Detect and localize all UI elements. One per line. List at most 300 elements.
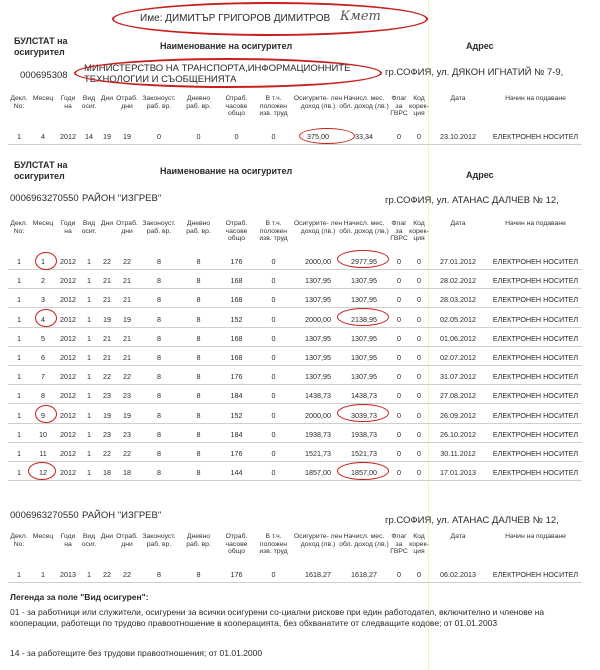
cell-decl: 1 <box>17 295 21 305</box>
column-header: Начин на подаване <box>505 533 566 540</box>
row-divider <box>8 423 582 424</box>
cell-year: 2012 <box>60 257 76 266</box>
cell-legal-hours: 8 <box>157 391 161 401</box>
cell-daily-hours: 8 <box>196 333 201 343</box>
employer-name-label: Наименование на осигурител <box>160 166 293 176</box>
cell-incl-labor: 0 <box>271 333 276 343</box>
cell-method: ЕЛЕКТРОНЕН НОСИТЕЛ <box>492 314 579 324</box>
legend-title: Легенда за поле "Вид осигурен": <box>10 592 149 602</box>
cell-month: 2 <box>41 276 45 286</box>
cell-worked-hours: 152 <box>230 410 243 420</box>
column-header: Годи на <box>60 533 76 548</box>
cell-worked-hours: 168 <box>230 295 243 305</box>
column-header: В т.ч. положен изв. труд <box>259 95 288 117</box>
cell-incl-labor: 0 <box>271 132 276 141</box>
cell-monthly-income: 1307,95 <box>351 333 377 343</box>
cell-method: ЕЛЕКТРОНЕН НОСИТЕЛ <box>492 257 579 266</box>
cell-month: 1 <box>41 257 45 266</box>
cell-decl: 1 <box>17 314 21 324</box>
cell-days: 19 <box>103 314 111 324</box>
row-divider <box>8 346 582 347</box>
row-divider <box>8 582 582 583</box>
cell-days: 21 <box>103 353 111 362</box>
column-header: Месец <box>32 220 54 227</box>
cell-method: ЕЛЕКТРОНЕН НОСИТЕЛ <box>492 353 579 362</box>
cell-legal-hours: 8 <box>157 429 161 439</box>
cell-corr-code: 0 <box>417 276 421 286</box>
red-circle-annotation <box>337 462 389 480</box>
row-divider <box>8 269 582 270</box>
red-circle-annotation <box>337 250 389 268</box>
column-header: Осигурите- лен доход (лв.) <box>293 533 343 548</box>
cell-year: 2012 <box>60 276 76 286</box>
cell-daily-hours: 8 <box>196 429 201 439</box>
employer-name: РАЙОН "ИЗГРЕВ" <box>82 193 162 204</box>
cell-date: 01.06.2012 <box>440 333 476 343</box>
cell-insured-income: 1307,95 <box>305 372 331 382</box>
employer-address: гр.СОФИЯ, ул. ДЯКОН ИГНАТИЙ № 7-9, <box>385 67 564 78</box>
cell-month: 4 <box>41 132 45 141</box>
column-header: В т.ч. положен изв. труд <box>259 220 288 242</box>
cell-method: ЕЛЕКТРОНЕН НОСИТЕЛ <box>492 372 579 382</box>
cell-month: 3 <box>41 295 45 305</box>
cell-month: 4 <box>41 314 45 324</box>
column-header: Начин на подаване <box>505 95 566 102</box>
column-header: Вид осиг. <box>81 95 97 110</box>
cell-incl-labor: 0 <box>271 295 276 305</box>
cell-year: 2012 <box>60 391 76 401</box>
column-header: Дневно раб. вр. <box>186 533 211 548</box>
cell-days: 21 <box>103 333 111 343</box>
column-header: Дни <box>100 95 114 102</box>
cell-worked-days: 19 <box>123 410 131 420</box>
cell-days: 22 <box>103 372 111 382</box>
cell-year: 2012 <box>60 468 76 478</box>
cell-corr-code: 0 <box>417 429 421 439</box>
cell-monthly-income: 1307,95 <box>351 372 377 382</box>
cell-year: 2012 <box>60 410 76 420</box>
column-header: Дата <box>450 220 466 227</box>
cell-method: ЕЛЕКТРОНЕН НОСИТЕЛ <box>492 570 579 579</box>
cell-date: 17.01.2013 <box>440 468 476 478</box>
cell-monthly-income: 1618,27 <box>351 570 377 579</box>
cell-ins-type: 1 <box>87 257 91 266</box>
cell-incl-labor: 0 <box>271 429 276 439</box>
cell-flag: 0 <box>397 295 401 305</box>
cell-legal-hours: 8 <box>157 570 161 579</box>
cell-corr-code: 0 <box>417 449 421 458</box>
cell-method: ЕЛЕКТРОНЕН НОСИТЕЛ <box>492 295 579 305</box>
cell-monthly-income: 2977,95 <box>351 257 377 266</box>
cell-days: 23 <box>103 429 111 439</box>
cell-insured-income: 1307,95 <box>305 276 331 286</box>
cell-legal-hours: 8 <box>157 295 161 305</box>
cell-daily-hours: 8 <box>196 372 201 382</box>
row-divider <box>8 442 582 443</box>
employer-name: РАЙОН "ИЗГРЕВ" <box>82 510 162 521</box>
cell-decl: 1 <box>17 372 21 382</box>
column-header: Начисл. мес. обл. доход (лв.) <box>339 533 389 548</box>
cell-method: ЕЛЕКТРОНЕН НОСИТЕЛ <box>492 132 579 141</box>
column-header: Осигурите- лен доход (лв.) <box>293 220 343 235</box>
column-header: Месец <box>32 95 54 102</box>
cell-worked-hours: 176 <box>230 570 243 579</box>
cell-year: 2012 <box>60 132 76 141</box>
cell-daily-hours: 8 <box>196 314 201 324</box>
column-header: Осигурите- лен доход (лв.) <box>293 95 343 110</box>
column-header: Дата <box>450 95 466 102</box>
cell-daily-hours: 8 <box>196 257 201 266</box>
column-header: Отраб. дни <box>116 95 138 110</box>
cell-corr-code: 0 <box>417 468 421 478</box>
cell-worked-hours: 144 <box>230 468 243 478</box>
cell-daily-hours: 8 <box>196 410 201 420</box>
cell-decl: 1 <box>17 429 21 439</box>
cell-ins-type: 1 <box>87 391 91 401</box>
cell-year: 2013 <box>60 570 76 579</box>
cell-decl: 1 <box>17 257 21 266</box>
cell-worked-days: 22 <box>123 449 131 458</box>
column-header: Отраб. часове общо <box>225 533 248 555</box>
row-divider <box>8 307 582 308</box>
employer-address: гр.СОФИЯ, ул. АТАНАС ДАЛЧЕВ № 12, <box>385 195 559 206</box>
cell-daily-hours: 8 <box>196 295 201 305</box>
cell-insured-income: 1307,95 <box>305 333 331 343</box>
cell-daily-hours: 8 <box>196 276 201 286</box>
cell-date: 02.05.2012 <box>440 314 476 324</box>
cell-date: 02.07.2012 <box>440 353 476 362</box>
cell-method: ЕЛЕКТРОНЕН НОСИТЕЛ <box>492 276 579 286</box>
cell-insured-income: 1618,27 <box>305 570 331 579</box>
cell-worked-hours: 168 <box>230 333 243 343</box>
cell-insured-income: 2000,00 <box>305 314 331 324</box>
employer-name-label: Наименование на осигурител <box>160 41 293 51</box>
cell-legal-hours: 8 <box>157 353 161 362</box>
cell-date: 06.02.2013 <box>440 570 476 579</box>
cell-date: 31.07.2012 <box>440 372 476 382</box>
cell-method: ЕЛЕКТРОНЕН НОСИТЕЛ <box>492 449 579 458</box>
cell-flag: 0 <box>397 132 401 141</box>
red-circle-annotation <box>28 462 56 480</box>
cell-corr-code: 0 <box>417 132 421 141</box>
cell-monthly-income: 1938,73 <box>351 429 377 439</box>
column-header: Годи на <box>60 95 76 110</box>
cell-corr-code: 0 <box>417 353 421 362</box>
cell-days: 22 <box>103 449 111 458</box>
address-label: Адрес <box>466 41 494 51</box>
cell-date: 27.01.2012 <box>440 257 476 266</box>
row-divider <box>8 403 582 404</box>
cell-month: 10 <box>39 429 47 439</box>
cell-legal-hours: 8 <box>157 449 161 458</box>
cell-decl: 1 <box>17 353 21 362</box>
legend-item: 14 - за работещите без трудови правоотношения; от 01.01.2000 <box>10 648 263 658</box>
cell-daily-hours: 8 <box>196 353 201 362</box>
bulstat-value: 000695308 <box>20 70 68 81</box>
column-header: Декл. No: <box>10 533 28 548</box>
cell-incl-labor: 0 <box>271 353 276 362</box>
cell-year: 2012 <box>60 314 76 324</box>
cell-month: 9 <box>41 410 45 420</box>
cell-worked-days: 22 <box>123 570 131 579</box>
cell-insured-income: 1307,95 <box>305 295 331 305</box>
column-header: Законоуст. раб. вр. <box>142 220 176 235</box>
column-header: Дневно раб. вр. <box>186 95 211 110</box>
cell-date: 28.03.2012 <box>440 295 476 305</box>
cell-worked-days: 21 <box>123 333 131 343</box>
cell-daily-hours: 8 <box>196 570 201 579</box>
cell-flag: 0 <box>397 391 401 401</box>
red-circle-annotation <box>35 309 57 327</box>
bulstat-label: БУЛСТАТ на осигурител <box>14 160 68 181</box>
cell-incl-labor: 0 <box>271 276 276 286</box>
cell-decl: 1 <box>17 276 21 286</box>
cell-ins-type: 1 <box>87 449 91 458</box>
column-header: В т.ч. положен изв. труд <box>259 533 288 555</box>
cell-corr-code: 0 <box>417 372 421 382</box>
cell-decl: 1 <box>17 132 21 141</box>
column-header: Дни <box>100 220 114 227</box>
cell-flag: 0 <box>397 468 401 478</box>
cell-worked-days: 21 <box>123 353 131 362</box>
cell-worked-days: 19 <box>123 132 131 141</box>
cell-flag: 0 <box>397 333 401 343</box>
cell-method: ЕЛЕКТРОНЕН НОСИТЕЛ <box>492 333 579 343</box>
cell-flag: 0 <box>397 449 401 458</box>
column-header: Законоуст. раб. вр. <box>142 95 176 110</box>
cell-method: ЕЛЕКТРОНЕН НОСИТЕЛ <box>492 429 579 439</box>
cell-worked-days: 21 <box>123 276 131 286</box>
cell-worked-hours: 152 <box>230 314 243 324</box>
cell-corr-code: 0 <box>417 391 421 401</box>
cell-worked-days: 22 <box>123 372 131 382</box>
cell-legal-hours: 0 <box>157 132 161 141</box>
cell-corr-code: 0 <box>417 314 421 324</box>
cell-monthly-income: 1521,73 <box>351 449 377 458</box>
cell-days: 18 <box>103 468 111 478</box>
cell-incl-labor: 0 <box>271 257 276 266</box>
cell-worked-hours: 184 <box>230 429 243 439</box>
cell-incl-labor: 0 <box>271 410 276 420</box>
column-header: Дневно раб. вр. <box>186 220 211 235</box>
cell-ins-type: 1 <box>87 314 91 324</box>
cell-corr-code: 0 <box>417 295 421 305</box>
cell-legal-hours: 8 <box>157 372 161 382</box>
cell-days: 22 <box>103 570 111 579</box>
column-header: Флаг за ГВРС <box>390 533 408 555</box>
cell-ins-type: 1 <box>87 429 91 439</box>
cell-insured-income: 2000,00 <box>305 257 331 266</box>
column-header: Флаг за ГВРС <box>390 220 408 242</box>
column-header: Флаг за ГВРС <box>390 95 408 117</box>
cell-date: 26.10.2012 <box>440 429 476 439</box>
cell-decl: 1 <box>17 449 21 458</box>
cell-month: 6 <box>41 353 45 362</box>
cell-monthly-income: 1307,95 <box>351 353 377 362</box>
cell-incl-labor: 0 <box>271 391 276 401</box>
cell-date: 26.09.2012 <box>440 410 476 420</box>
cell-corr-code: 0 <box>417 333 421 343</box>
cell-decl: 1 <box>17 570 21 579</box>
column-header: Код корек- ция <box>409 95 429 117</box>
red-circle-annotation <box>35 252 57 270</box>
cell-year: 2012 <box>60 372 76 382</box>
cell-method: ЕЛЕКТРОНЕН НОСИТЕЛ <box>492 410 579 420</box>
cell-legal-hours: 8 <box>157 276 161 286</box>
cell-daily-hours: 8 <box>196 449 201 458</box>
cell-daily-hours: 8 <box>196 391 201 401</box>
cell-year: 2012 <box>60 429 76 439</box>
cell-ins-type: 1 <box>87 372 91 382</box>
employer-address: гр.СОФИЯ, ул. АТАНАС ДАЛЧЕВ № 12, <box>385 515 559 526</box>
column-header: Отраб. часове общо <box>225 95 248 117</box>
cell-method: ЕЛЕКТРОНЕН НОСИТЕЛ <box>492 391 579 401</box>
cell-worked-days: 23 <box>123 391 131 401</box>
red-circle-annotation <box>299 128 355 144</box>
column-header: Месец <box>32 533 54 540</box>
cell-flag: 0 <box>397 276 401 286</box>
bulstat-value: 0006963270550 <box>10 510 79 521</box>
cell-incl-labor: 0 <box>271 372 276 382</box>
red-circle-annotation <box>337 404 389 422</box>
cell-legal-hours: 8 <box>157 314 161 324</box>
cell-worked-days: 18 <box>123 468 131 478</box>
cell-worked-hours: 168 <box>230 353 243 362</box>
cell-insured-income: 1857,00 <box>305 468 331 478</box>
cell-worked-days: 19 <box>123 314 131 324</box>
column-header: Начин на подаване <box>505 220 566 227</box>
red-circle-annotation <box>74 58 382 88</box>
row-divider <box>8 288 582 289</box>
cell-month: 12 <box>39 468 47 478</box>
cell-ins-type: 1 <box>87 468 91 478</box>
cell-flag: 0 <box>397 353 401 362</box>
cell-worked-days: 22 <box>123 257 131 266</box>
cell-month: 11 <box>39 449 47 458</box>
column-header: Законоуст. раб. вр. <box>142 533 176 548</box>
column-header: Код корек- ция <box>409 533 429 555</box>
cell-month: 5 <box>41 333 45 343</box>
cell-method: ЕЛЕКТРОНЕН НОСИТЕЛ <box>492 468 579 478</box>
cell-insured-income: 375,00 <box>307 132 329 141</box>
cell-monthly-income: 1307,95 <box>351 295 377 305</box>
column-header: Начисл. мес. обл. доход (лв.) <box>339 95 389 110</box>
cell-ins-type: 1 <box>87 333 91 343</box>
cell-month: 1 <box>41 570 45 579</box>
cell-worked-hours: 176 <box>230 372 243 382</box>
column-header: Отраб. дни <box>116 533 138 548</box>
column-header: Декл. No: <box>10 95 28 110</box>
cell-ins-type: 1 <box>87 570 91 579</box>
cell-corr-code: 0 <box>417 410 421 420</box>
red-circle-annotation <box>337 308 389 326</box>
cell-days: 23 <box>103 391 111 401</box>
row-divider <box>8 144 582 145</box>
cell-insured-income: 2000,00 <box>305 410 331 420</box>
column-header: Отраб. дни <box>116 220 138 235</box>
column-header: Начисл. мес. обл. доход (лв.) <box>339 220 389 235</box>
cell-worked-days: 21 <box>123 295 131 305</box>
cell-days: 21 <box>103 295 111 305</box>
cell-monthly-income: 3039,73 <box>351 410 377 420</box>
column-header: Код корек- ция <box>409 220 429 242</box>
column-header: Дата <box>450 533 466 540</box>
cell-incl-labor: 0 <box>271 449 276 458</box>
cell-worked-hours: 176 <box>230 257 243 266</box>
cell-month: 8 <box>41 391 45 401</box>
cell-ins-type: 1 <box>87 295 91 305</box>
cell-date: 30.11.2012 <box>440 449 476 458</box>
bulstat-label: БУЛСТАТ на осигурител <box>14 36 68 57</box>
cell-insured-income: 1521,73 <box>305 449 331 458</box>
cell-flag: 0 <box>397 570 401 579</box>
cell-date: 28.02.2012 <box>440 276 476 286</box>
red-circle-annotation <box>35 405 57 423</box>
cell-insured-income: 1307,95 <box>305 353 331 362</box>
cell-ins-type: 14 <box>85 132 93 141</box>
cell-worked-hours: 184 <box>230 391 243 401</box>
cell-days: 19 <box>103 132 111 141</box>
column-header: Годи на <box>60 220 76 235</box>
handwritten-note: Кмет <box>340 9 381 24</box>
cell-legal-hours: 8 <box>157 410 161 420</box>
address-label: Адрес <box>466 170 494 180</box>
cell-corr-code: 0 <box>417 570 421 579</box>
cell-date: 23.10.2012 <box>440 132 476 141</box>
cell-monthly-income: 33,34 <box>355 132 373 141</box>
cell-incl-labor: 0 <box>271 468 276 478</box>
cell-corr-code: 0 <box>417 257 421 266</box>
cell-flag: 0 <box>397 314 401 324</box>
cell-incl-labor: 0 <box>271 570 276 579</box>
cell-decl: 1 <box>17 333 21 343</box>
cell-flag: 0 <box>397 429 401 439</box>
row-divider <box>8 365 582 366</box>
cell-date: 27.08.2012 <box>440 391 476 401</box>
cell-insured-income: 1438,73 <box>305 391 331 401</box>
cell-monthly-income: 1857,00 <box>351 468 377 478</box>
row-divider <box>8 327 582 328</box>
column-header: Вид осиг. <box>81 220 97 235</box>
cell-incl-labor: 0 <box>271 314 276 324</box>
column-header: Вид осиг. <box>81 533 97 548</box>
cell-worked-hours: 176 <box>230 449 243 458</box>
person-name: Име: ДИМИТЪР ГРИГОРОВ ДИМИТРОВ <box>140 13 331 24</box>
cell-monthly-income: 2138,95 <box>351 314 377 324</box>
cell-worked-days: 23 <box>123 429 131 439</box>
cell-days: 22 <box>103 257 111 266</box>
cell-year: 2012 <box>60 333 76 343</box>
cell-flag: 0 <box>397 372 401 382</box>
cell-daily-hours: 8 <box>196 468 201 478</box>
cell-flag: 0 <box>397 410 401 420</box>
cell-legal-hours: 8 <box>157 333 161 343</box>
cell-worked-hours: 168 <box>230 276 243 286</box>
cell-days: 21 <box>103 276 111 286</box>
cell-year: 2012 <box>60 353 76 362</box>
cell-year: 2012 <box>60 449 76 458</box>
cell-monthly-income: 1438,73 <box>351 391 377 401</box>
column-header: Дни <box>100 533 114 540</box>
employer-name: МИНИСТЕРСТВО НА ТРАНСПОРТА,ИНФОРМАЦИОННИТЕ ТЕХНОЛОГИИ И СЪОБЩЕНИЯТА <box>84 63 351 85</box>
cell-legal-hours: 8 <box>157 468 161 478</box>
cell-ins-type: 1 <box>87 410 91 420</box>
column-header: Отраб. часове общо <box>225 220 248 242</box>
cell-decl: 1 <box>17 391 21 401</box>
row-divider <box>8 480 582 481</box>
cell-insured-income: 1938,73 <box>305 429 331 439</box>
bulstat-value: 0006963270550 <box>10 193 79 204</box>
